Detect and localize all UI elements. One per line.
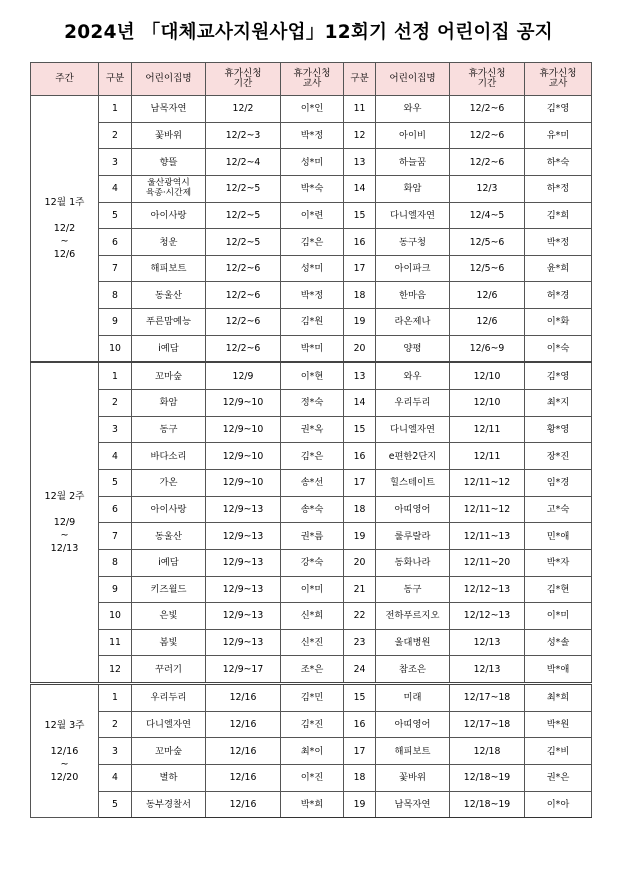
leave-teacher-left: 강*숙 (281, 549, 344, 576)
leave-teacher-left: 최*이 (281, 738, 344, 765)
facility-name-left: 동울산 (132, 523, 206, 550)
facility-name-right: 다니엘자연 (376, 416, 450, 443)
table-row (31, 711, 592, 738)
selection-table (30, 62, 592, 818)
leave-period-left: 12/2~6 (206, 255, 281, 282)
leave-teacher-right: 이*아 (525, 791, 592, 818)
facility-name-right: 미래 (376, 684, 450, 712)
week-end-date: 12/6 (53, 249, 76, 261)
row-no-right: 13 (344, 149, 376, 176)
leave-teacher-right: 김*현 (525, 576, 592, 603)
facility-name-left: 동구 (132, 416, 206, 443)
facility-name-right: 라온제나 (376, 309, 450, 336)
week-start-date: 12/16 (50, 745, 79, 757)
header-name-left: 어린이집명 (132, 63, 206, 96)
table-row (31, 684, 592, 712)
header-row (31, 63, 592, 96)
row-no-right: 21 (344, 576, 376, 603)
leave-teacher-left: 성*미 (281, 149, 344, 176)
leave-teacher-right: 고*숙 (525, 496, 592, 523)
row-no-left: 4 (99, 765, 132, 792)
leave-period-left: 12/9~13 (206, 523, 281, 550)
facility-name-left: 꽃바위 (132, 122, 206, 149)
week-label: 12월 3주 (44, 719, 85, 731)
leave-period-left: 12/2 (206, 96, 281, 123)
leave-teacher-right: 김*비 (525, 738, 592, 765)
facility-name-right: e편한2단지 (376, 443, 450, 470)
leave-teacher-left: 권*옥 (281, 416, 344, 443)
facility-name-left: 남목자연 (132, 96, 206, 123)
row-no-right: 20 (344, 335, 376, 362)
leave-period-left: 12/2~5 (206, 202, 281, 229)
row-no-right: 11 (344, 96, 376, 123)
table-row (31, 149, 592, 176)
row-no-right: 16 (344, 229, 376, 256)
row-no-left: 8 (99, 549, 132, 576)
header-teacher-left (281, 63, 344, 96)
row-no-left: 1 (99, 96, 132, 123)
leave-teacher-right: 이*숙 (525, 335, 592, 362)
facility-name-right: 힐스테이트 (376, 469, 450, 496)
facility-name-right: 우리두리 (376, 390, 450, 417)
row-no-left: 7 (99, 523, 132, 550)
leave-teacher-left: 김*은 (281, 443, 344, 470)
facility-name-left: 우리두리 (132, 684, 206, 712)
leave-teacher-left: 이*미 (281, 576, 344, 603)
leave-teacher-right: 박*자 (525, 549, 592, 576)
leave-period-left: 12/9~10 (206, 469, 281, 496)
leave-period-left: 12/16 (206, 765, 281, 792)
facility-name-right: 다니엘자연 (376, 202, 450, 229)
facility-name-right: 아띠영어 (376, 496, 450, 523)
week-section (31, 684, 592, 818)
leave-teacher-right: 장*진 (525, 443, 592, 470)
leave-period-right: 12/3 (450, 175, 525, 202)
week-range-separator: ~ (60, 530, 69, 542)
table-row (31, 390, 592, 417)
row-no-left: 1 (99, 684, 132, 712)
leave-period-left: 12/2~4 (206, 149, 281, 176)
leave-teacher-left: 권*름 (281, 523, 344, 550)
leave-teacher-left: 김*민 (281, 684, 344, 712)
facility-name-left: 해피보트 (132, 255, 206, 282)
table-row (31, 496, 592, 523)
table-row (31, 656, 592, 684)
leave-period-right: 12/13 (450, 629, 525, 656)
row-no-right: 18 (344, 282, 376, 309)
header-teacher-right (525, 63, 592, 96)
leave-period-right: 12/10 (450, 390, 525, 417)
week-range-separator: ~ (60, 758, 69, 770)
leave-period-left: 12/2~5 (206, 229, 281, 256)
leave-period-right: 12/4~5 (450, 202, 525, 229)
leave-teacher-right: 박*정 (525, 229, 592, 256)
leave-teacher-right: 최*지 (525, 390, 592, 417)
facility-name-left: 향뜰 (132, 149, 206, 176)
leave-period-left: 12/9~10 (206, 416, 281, 443)
facility-name-left: 꼬마숲 (132, 738, 206, 765)
facility-name-left: 아이사랑 (132, 496, 206, 523)
table-row (31, 96, 592, 123)
header-period-left-line2: 기간 (233, 78, 253, 89)
facility-name-right: 전하푸르지오 (376, 603, 450, 630)
leave-period-left: 12/2~5 (206, 175, 281, 202)
row-no-right: 19 (344, 791, 376, 818)
facility-name-right: 와우 (376, 96, 450, 123)
row-no-left: 3 (99, 738, 132, 765)
week-label: 12월 2주 (44, 491, 85, 503)
facility-name-left: 키즈월드 (132, 576, 206, 603)
leave-teacher-right: 황*영 (525, 416, 592, 443)
leave-teacher-left: 이*인 (281, 96, 344, 123)
facility-name-left: 동부경찰서 (132, 791, 206, 818)
table-row (31, 255, 592, 282)
table-row (31, 416, 592, 443)
row-no-right: 19 (344, 523, 376, 550)
leave-teacher-left: 신*진 (281, 629, 344, 656)
row-no-left: 10 (99, 603, 132, 630)
leave-period-left: 12/16 (206, 791, 281, 818)
table-row (31, 765, 592, 792)
leave-period-left: 12/9~13 (206, 603, 281, 630)
leave-period-right: 12/2~6 (450, 149, 525, 176)
facility-name-right: 남목자연 (376, 791, 450, 818)
leave-period-right: 12/17~18 (450, 684, 525, 712)
facility-name-right: 꽃바위 (376, 765, 450, 792)
leave-teacher-right: 허*경 (525, 282, 592, 309)
leave-teacher-left: 김*원 (281, 309, 344, 336)
row-no-left: 10 (99, 335, 132, 362)
table-row (31, 549, 592, 576)
row-no-right: 17 (344, 255, 376, 282)
header-no-left: 구분 (99, 63, 132, 96)
leave-teacher-right: 유*미 (525, 122, 592, 149)
row-no-left: 5 (99, 791, 132, 818)
leave-teacher-right: 임*경 (525, 469, 592, 496)
facility-name-right: 참조은 (376, 656, 450, 684)
leave-teacher-right: 윤*희 (525, 255, 592, 282)
leave-teacher-left: 박*희 (281, 791, 344, 818)
week-section (31, 96, 592, 363)
row-no-left: 12 (99, 656, 132, 684)
week-cell (31, 96, 99, 363)
leave-teacher-left: 신*희 (281, 603, 344, 630)
leave-teacher-right: 이*화 (525, 309, 592, 336)
leave-teacher-left: 송*선 (281, 469, 344, 496)
facility-name-left: 청운 (132, 229, 206, 256)
row-no-right: 14 (344, 390, 376, 417)
row-no-left: 2 (99, 122, 132, 149)
leave-period-left: 12/16 (206, 738, 281, 765)
facility-name-left: 가온 (132, 469, 206, 496)
row-no-right: 16 (344, 443, 376, 470)
leave-period-right: 12/17~18 (450, 711, 525, 738)
page-title: 2024년 「대체교사지원사업」12회기 선정 어린이집 공지 (64, 22, 553, 43)
row-no-right: 14 (344, 175, 376, 202)
leave-teacher-left: 정*숙 (281, 390, 344, 417)
row-no-right: 18 (344, 496, 376, 523)
row-no-left: 5 (99, 202, 132, 229)
leave-period-left: 12/9~13 (206, 629, 281, 656)
facility-name-left: 별하 (132, 765, 206, 792)
table-row (31, 122, 592, 149)
leave-period-left: 12/9 (206, 362, 281, 389)
leave-period-left: 12/2~3 (206, 122, 281, 149)
row-no-left: 11 (99, 629, 132, 656)
facility-name-left: i예담 (132, 549, 206, 576)
header-period-right-line1: 휴가신청 (468, 67, 506, 79)
week-label: 12월 1주 (44, 197, 85, 209)
facility-name-right: 화암 (376, 175, 450, 202)
row-no-left: 8 (99, 282, 132, 309)
leave-period-left: 12/9~13 (206, 549, 281, 576)
leave-teacher-left: 김*은 (281, 229, 344, 256)
table-row (31, 629, 592, 656)
leave-period-left: 12/2~6 (206, 335, 281, 362)
leave-period-right: 12/12~13 (450, 603, 525, 630)
table-row (31, 335, 592, 362)
leave-period-right: 12/2~6 (450, 96, 525, 123)
facility-name-left: 바다소리 (132, 443, 206, 470)
facility-name-right: 룰루랄라 (376, 523, 450, 550)
table-row (31, 738, 592, 765)
header-teacher-left-line2: 교사 (302, 78, 322, 89)
row-no-right: 22 (344, 603, 376, 630)
leave-teacher-right: 박*원 (525, 711, 592, 738)
leave-period-right: 12/2~6 (450, 122, 525, 149)
leave-teacher-right: 김*영 (525, 362, 592, 389)
leave-teacher-right: 박*애 (525, 656, 592, 684)
facility-name-left: 푸른맘예능 (132, 309, 206, 336)
leave-teacher-right: 하*정 (525, 175, 592, 202)
leave-period-right: 12/10 (450, 362, 525, 389)
row-no-right: 24 (344, 656, 376, 684)
leave-period-right: 12/18~19 (450, 791, 525, 818)
week-end-date: 12/13 (50, 543, 79, 555)
leave-teacher-left: 김*진 (281, 711, 344, 738)
row-no-left: 6 (99, 496, 132, 523)
row-no-left: 6 (99, 229, 132, 256)
header-period-left-line1: 휴가신청 (224, 67, 262, 79)
week-cell (31, 362, 99, 683)
leave-period-right: 12/12~13 (450, 576, 525, 603)
table-row (31, 175, 592, 202)
header-period-left (206, 63, 281, 96)
facility-name-right: 양평 (376, 335, 450, 362)
facility-name-right: 울대병원 (376, 629, 450, 656)
leave-teacher-right: 김*영 (525, 96, 592, 123)
leave-period-right: 12/11~12 (450, 496, 525, 523)
row-no-right: 17 (344, 469, 376, 496)
facility-name-right: 와우 (376, 362, 450, 389)
facility-name-left: 다니엘자연 (132, 711, 206, 738)
week-start-date: 12/2 (53, 223, 76, 235)
row-no-left: 1 (99, 362, 132, 389)
row-no-left: 3 (99, 416, 132, 443)
table-row (31, 576, 592, 603)
facility-name-right: 동구 (376, 576, 450, 603)
week-range-separator: ~ (60, 236, 69, 248)
leave-period-right: 12/11~12 (450, 469, 525, 496)
table-row (31, 791, 592, 818)
row-no-right: 20 (344, 549, 376, 576)
table-row (31, 202, 592, 229)
leave-period-right: 12/11 (450, 416, 525, 443)
leave-teacher-left: 박*정 (281, 282, 344, 309)
leave-teacher-right: 권*은 (525, 765, 592, 792)
row-no-right: 23 (344, 629, 376, 656)
row-no-right: 16 (344, 711, 376, 738)
facility-name-right: 아이비 (376, 122, 450, 149)
row-no-left: 7 (99, 255, 132, 282)
header-period-right (450, 63, 525, 96)
week-start-date: 12/9 (53, 517, 76, 529)
week-end-date: 12/20 (50, 771, 79, 783)
row-no-right: 15 (344, 684, 376, 712)
leave-period-right: 12/5~6 (450, 229, 525, 256)
leave-teacher-left: 박*숙 (281, 175, 344, 202)
leave-teacher-right: 성*솔 (525, 629, 592, 656)
header-teacher-right-line1: 휴가신청 (539, 67, 577, 79)
row-no-right: 15 (344, 202, 376, 229)
header-teacher-right-line2: 교사 (548, 78, 568, 89)
facility-name-left: 꾸러기 (132, 656, 206, 684)
facility-name-left: i예담 (132, 335, 206, 362)
leave-period-left: 12/9~13 (206, 496, 281, 523)
facility-name-left: 은빛 (132, 603, 206, 630)
leave-teacher-left: 이*현 (281, 362, 344, 389)
leave-teacher-left: 송*숙 (281, 496, 344, 523)
leave-teacher-right: 김*희 (525, 202, 592, 229)
leave-period-right: 12/13 (450, 656, 525, 684)
leave-period-right: 12/18~19 (450, 765, 525, 792)
leave-period-right: 12/18 (450, 738, 525, 765)
header-week: 주간 (31, 63, 99, 96)
facility-name-left: 화암 (132, 390, 206, 417)
leave-teacher-left: 이*련 (281, 202, 344, 229)
row-no-right: 12 (344, 122, 376, 149)
row-no-left: 2 (99, 711, 132, 738)
leave-period-left: 12/9~13 (206, 576, 281, 603)
row-no-left: 4 (99, 443, 132, 470)
row-no-right: 18 (344, 765, 376, 792)
leave-period-right: 12/11~13 (450, 523, 525, 550)
leave-period-right: 12/11~20 (450, 549, 525, 576)
facility-name-left: 봄빛 (132, 629, 206, 656)
row-no-left: 9 (99, 576, 132, 603)
leave-period-left: 12/2~6 (206, 282, 281, 309)
leave-period-left: 12/2~6 (206, 309, 281, 336)
facility-name-right: 하늘꿈 (376, 149, 450, 176)
facility-name-left: 아이사랑 (132, 202, 206, 229)
leave-teacher-left: 조*은 (281, 656, 344, 684)
leave-period-right: 12/6 (450, 309, 525, 336)
leave-period-left: 12/9~10 (206, 443, 281, 470)
row-no-right: 13 (344, 362, 376, 389)
table-row (31, 309, 592, 336)
leave-period-right: 12/6 (450, 282, 525, 309)
facility-name-left: 동울산 (132, 282, 206, 309)
table-row (31, 603, 592, 630)
leave-teacher-left: 박*정 (281, 122, 344, 149)
leave-teacher-right: 최*희 (525, 684, 592, 712)
row-no-left: 5 (99, 469, 132, 496)
table-row (31, 229, 592, 256)
facility-name-left: 울산광역시 육종·시간제 (132, 175, 206, 202)
table-row (31, 362, 592, 389)
facility-name-right: 아띠영어 (376, 711, 450, 738)
row-no-left: 2 (99, 390, 132, 417)
facility-name-right: 한마음 (376, 282, 450, 309)
table-row (31, 443, 592, 470)
leave-period-right: 12/11 (450, 443, 525, 470)
leave-teacher-right: 민*애 (525, 523, 592, 550)
leave-period-right: 12/6~9 (450, 335, 525, 362)
row-no-left: 4 (99, 175, 132, 202)
leave-period-left: 12/16 (206, 711, 281, 738)
leave-period-left: 12/16 (206, 684, 281, 712)
header-teacher-left-line1: 휴가신청 (293, 67, 331, 79)
leave-teacher-left: 성*미 (281, 255, 344, 282)
row-no-left: 3 (99, 149, 132, 176)
facility-name-right: 해피보트 (376, 738, 450, 765)
leave-period-left: 12/9~17 (206, 656, 281, 684)
week-section (31, 362, 592, 683)
row-no-left: 9 (99, 309, 132, 336)
row-no-right: 19 (344, 309, 376, 336)
week-cell (31, 684, 99, 818)
header-period-right-line2: 기간 (477, 78, 497, 89)
table-row (31, 523, 592, 550)
leave-teacher-left: 이*진 (281, 765, 344, 792)
leave-teacher-left: 박*미 (281, 335, 344, 362)
header-name-right: 어린이집명 (376, 63, 450, 96)
leave-teacher-right: 이*미 (525, 603, 592, 630)
row-no-right: 15 (344, 416, 376, 443)
leave-period-left: 12/9~10 (206, 390, 281, 417)
facility-name-right: 아이파크 (376, 255, 450, 282)
facility-name-right: 동구청 (376, 229, 450, 256)
facility-name-right: 동화나라 (376, 549, 450, 576)
row-no-right: 17 (344, 738, 376, 765)
table-row (31, 282, 592, 309)
header-no-right: 구분 (344, 63, 376, 96)
leave-teacher-right: 하*숙 (525, 149, 592, 176)
facility-name-left: 꼬마숲 (132, 362, 206, 389)
leave-period-right: 12/5~6 (450, 255, 525, 282)
table-row (31, 469, 592, 496)
